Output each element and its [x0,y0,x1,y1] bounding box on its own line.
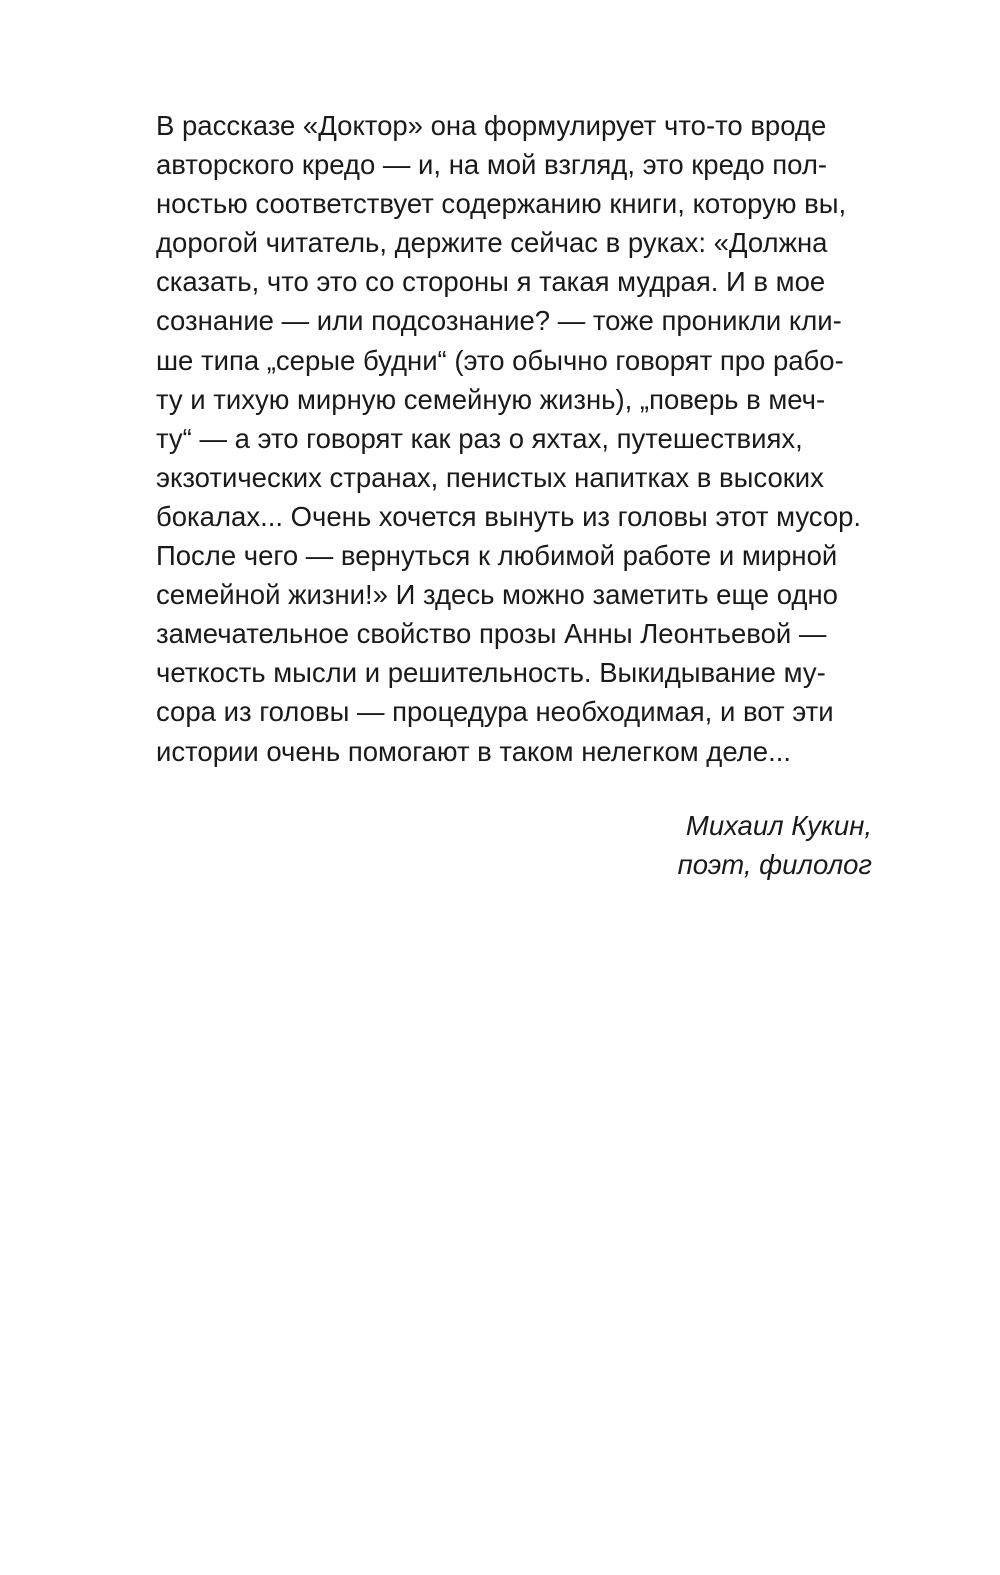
text-line: ше типа „серые будни“ (это обычно говорят про рабо- [156,344,844,376]
text-line: авторского кредо — и, на мой взгляд, это кредо пол- [156,149,828,181]
text-line: сознание — или подсознание? — тоже проникли кли- [156,305,842,337]
text-line: замечательное свойство прозы Анны Леонтьевой — [156,618,827,650]
signature-role: поэт, филолог [677,849,872,880]
text-line: ностью соответствует содержанию книги, которую вы, [156,188,847,220]
text-line: экзотических странах, пенистых напитках в высоких [156,461,824,493]
text-line: дорогой читатель, держите сейчас в руках: «Должна [156,227,828,259]
text-line: сора из головы — процедура необходимая, и вот эти [156,696,834,728]
body-paragraph [156,106,876,771]
text-line: семейной жизни!» И здесь можно заметить еще одно [156,579,838,611]
author-signature [678,806,872,884]
text-line: четкость мысли и решительность. Выкидывание му- [156,657,826,689]
text-line: В рассказе «Доктор» она формулирует что-то вроде [156,110,827,141]
text-line: ту“ — а это говорят как раз о яхтах, путешествиях, [156,422,803,454]
signature-name: Михаил Кукин, [685,810,872,841]
text-line: истории очень помогают в таком нелегком деле... [156,735,791,767]
text-line: После чего — вернуться к любимой работе и мирной [156,540,838,572]
text-line: сказать, что это со стороны я такая мудрая. И в мое [156,266,826,298]
text-line: бокалах... Очень хочется вынуть из головы этот мусор. [156,500,862,532]
text-line: ту и тихую мирную семейную жизнь), „поверь в меч- [156,383,826,415]
